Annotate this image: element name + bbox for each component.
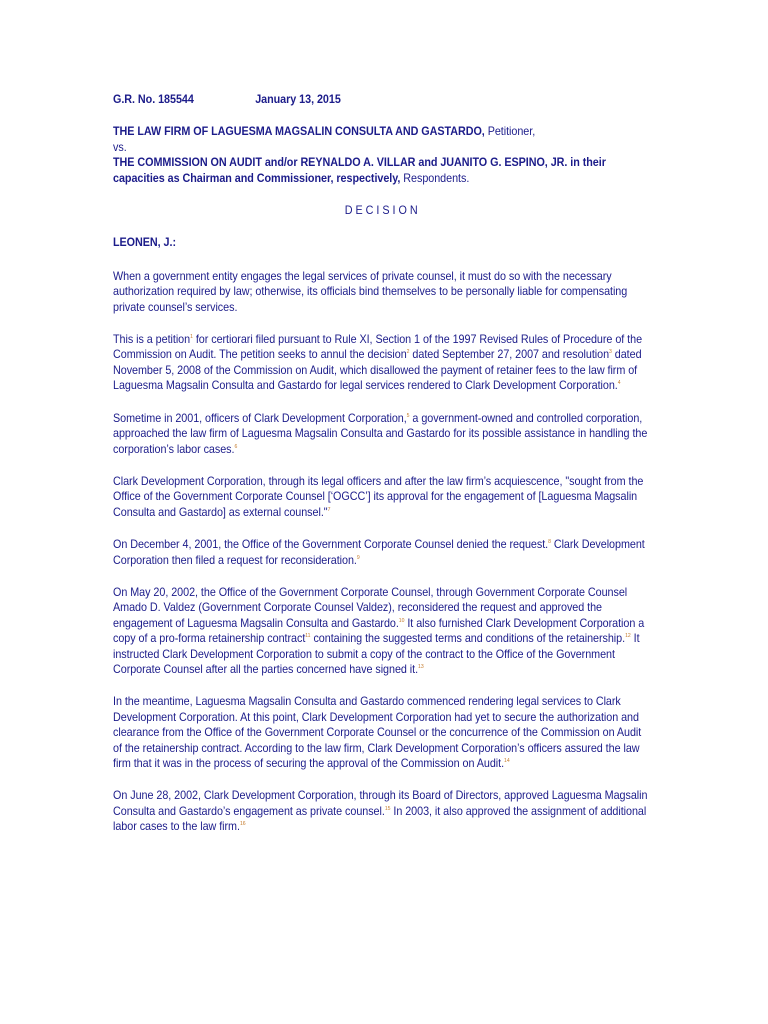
- footnote-ref[interactable]: 1: [190, 334, 193, 341]
- petitioner-name: THE LAW FIRM OF LAGUESMA MAGSALIN CONSULTA AND GASTARDO,: [113, 125, 485, 139]
- paragraph-text: It also furnished Clark Development Corporation a copy of a pro-forma retainership contract: [113, 616, 645, 646]
- decision-heading: DECISION: [344, 204, 421, 218]
- paragraph-text: When a government entity engages the legal services of private counsel, it must do so with the necessary authorization required by law; otherwise, its officials bind themselves to be personally liable for compensating private counsel’s services.: [113, 269, 628, 314]
- versus: vs.: [113, 140, 127, 154]
- paragraph-6: [113, 585, 652, 677]
- paragraph-text: It instructed Clark Development Corporation to submit a copy of the contract to the Office of the Government Corporate Counsel after all the parties concerned have signed it.: [113, 632, 640, 676]
- case-number: G.R. No. 185544: [113, 93, 194, 106]
- paragraph-7: [113, 694, 652, 771]
- document-body: [113, 92, 652, 835]
- paragraph-text: dated September 27, 2007 and resolution: [409, 348, 610, 362]
- paragraph-5: [113, 537, 652, 568]
- paragraph-text: a government-owned and controlled corporation, approached the law firm of Laguesma Magsalin Consulta and Gastardo for its possible assistance in handling the corporation’s labor cases.: [113, 411, 648, 456]
- paragraph-text: This is a petition: [113, 333, 191, 347]
- ponente: LEONEN, J.:: [113, 236, 176, 250]
- footnote-ref[interactable]: 10: [398, 617, 405, 624]
- case-header: [113, 92, 652, 107]
- case-parties: [113, 124, 652, 186]
- footnote-ref[interactable]: 3: [609, 349, 612, 356]
- paragraph-text: Clark Development Corporation then filed a request for reconsideration.: [113, 538, 645, 567]
- footnote-ref[interactable]: 8: [548, 539, 551, 546]
- respondent-name: THE COMMISSION ON AUDIT and/or REYNALDO A. VILLAR and JUANITO G. ESPINO, JR. in their capacities as Chairman and Commissioner, respectively,: [113, 156, 606, 185]
- paragraph-text: containing the suggested terms and conditions of the retainership.: [310, 632, 626, 646]
- footnote-ref[interactable]: 4: [617, 380, 621, 387]
- decision-date: January 13, 2015: [255, 93, 341, 106]
- paragraph-text: dated November 5, 2008 of the Commission on Audit, which disallowed the payment of retainer fees to the law firm of Laguesma Magsalin Consulta and Gastardo for legal services rendered to Clark Development Corporation.: [113, 348, 642, 393]
- petitioner-role: Petitioner,: [484, 125, 536, 139]
- paragraph-1: [113, 269, 652, 315]
- footnote-ref[interactable]: 15: [384, 805, 391, 812]
- footnote-ref[interactable]: 9: [356, 554, 360, 561]
- footnote-ref[interactable]: 6: [234, 443, 238, 450]
- footnote-ref[interactable]: 7: [327, 506, 331, 513]
- paragraph-text: Clark Development Corporation, through its legal officers and after the law firm’s acquiescence, "sought from the Office of the Government Corporate Counsel [‘OGCC’] its approval for the engagement of [Laguesma Magsalin Consulta and Gastardo] as external counsel.": [113, 474, 644, 519]
- footnote-ref[interactable]: 2: [406, 349, 410, 356]
- paragraph-text: Sometime in 2001, officers of Clark Development Corporation,: [113, 411, 407, 425]
- paragraph-text: In the meantime, Laguesma Magsalin Consulta and Gastardo commenced rendering legal services to Clark Development Corporation. At this point, Clark Development Corporation had yet to secure the authorization and clearance from the Office of the Government Corporate Counsel or the concurrence of the Commission on Audit of the retainership contract. According to the law firm, Clark Development Corporation’s officers assured the law firm that it was in the process of securing the approval of the Commission on Audit.: [113, 695, 642, 770]
- paragraph-text: for certiorari filed pursuant to Rule XI, Section 1 of the 1997 Revised Rules of Procedure of the Commission on Audit. The petition seeks to annul the decision: [113, 333, 643, 362]
- paragraph-8: [113, 788, 652, 834]
- footnote-ref[interactable]: 12: [625, 633, 631, 640]
- footnote-ref[interactable]: 11: [305, 633, 311, 640]
- paragraph-2: [113, 332, 652, 394]
- respondent-role: Respondents.: [400, 171, 470, 185]
- paragraph-text: On December 4, 2001, the Office of the Government Corporate Counsel denied the request.: [113, 538, 549, 552]
- paragraph-text: In 2003, it also approved the assignment of additional labor cases to the law firm.: [113, 804, 647, 834]
- paragraph-4: [113, 474, 652, 520]
- paragraph-text: On June 28, 2002, Clark Development Corporation, through its Board of Directors, approved Laguesma Magsalin Consulta and Gastardo’s engagement as private counsel.: [113, 789, 648, 818]
- footnote-ref[interactable]: 13: [418, 664, 424, 671]
- footnote-ref[interactable]: 14: [504, 758, 510, 765]
- footnote-ref[interactable]: 16: [239, 821, 246, 828]
- footnote-ref[interactable]: 5: [406, 412, 410, 419]
- paragraph-text: On May 20, 2002, the Office of the Government Corporate Counsel, through Government Corporate Counsel Amado D. Valdez (Government Corporate Counsel Valdez), reconsidered the request and approved the engagement of Laguesma Magsalin Consulta and Gastardo.: [113, 585, 628, 630]
- paragraph-3: [113, 411, 652, 457]
